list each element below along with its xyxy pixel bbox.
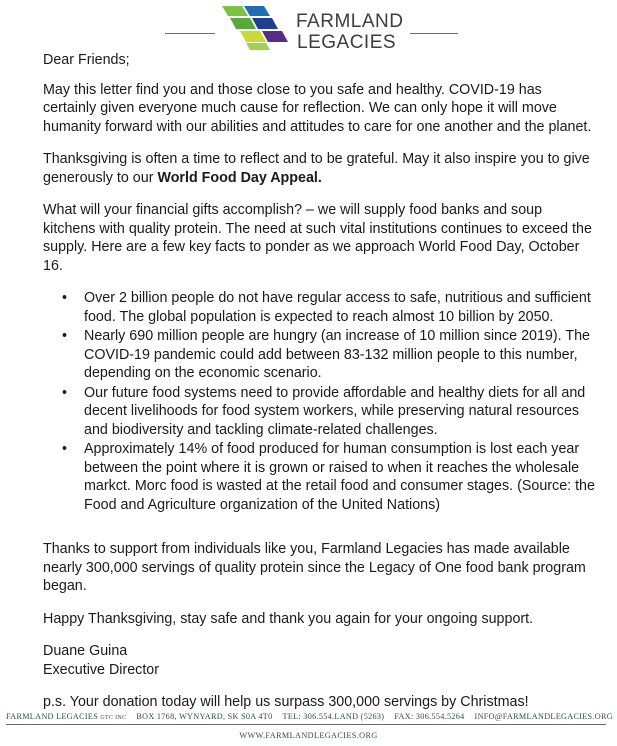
paragraph-3: What will your financial gifts accomplish? – we will supply food banks and soup kitchens with quality protein. The need at such vital institutions continues to exceed the supply. Here are a few key facts to ponder as we approach World Food Day, October 16. [43, 202, 592, 274]
list-item [62, 289, 598, 326]
bullet-icon: • [62, 290, 68, 306]
list-item-text: Nearly 690 million people are hungry (an increase of 10 million since 2019). The COVID-19 pandemic could add between 83-132 million people to this number, depending on the economic scenario. [84, 328, 590, 381]
footer-org [6, 712, 126, 721]
spacer [43, 527, 598, 540]
bullet-icon: • [62, 328, 68, 344]
footer-rule [6, 724, 606, 725]
paragraph-1: May this letter find you and those close to you safe and healthy. COVID-19 has certainly given everyone much cause for reflection. We can only hope it will move humanity forward with our abilities and attitudes to care for one another and the planet. [43, 81, 592, 135]
signature-block [43, 642, 598, 679]
logo-wordmark [296, 11, 403, 53]
list-item [62, 327, 598, 383]
greeting: Dear Friends; [43, 52, 130, 68]
list-item-text: Over 2 billion people do not have regular access to safe, nutritious and sufficient food. The global population is expected to reach almost 10 billion by 2050. [84, 290, 591, 325]
paragraph-4: Thanks to support from individuals like you, Farmland Legacies has made available nearly 300,000 servings of quality protein since the Legacy of One food bank program began. [43, 541, 586, 594]
appeal-name: World Food Day Appeal. [157, 169, 322, 186]
paragraph-5: Happy Thanksgiving, stay safe and thank you again for your ongoing support. [43, 610, 534, 627]
list-item-text: Our future food systems need to provide affordable and healthy diets for all and decent livelihoods for food system workers, while preserving natural resources and biodiversity and tackling climate-related challenges. [84, 384, 586, 438]
postscript: p.s. Your donation today will help us surpass 300,000 servings by Christmas! [43, 694, 529, 710]
footer-org-suffix: GTC INC [100, 715, 127, 721]
footer-address: BOX 1768, WYNYARD, SK S0A 4T0 [136, 712, 273, 721]
logo-line-1: FARMLAND [296, 11, 404, 32]
header-rule-right [410, 33, 458, 34]
footer-fax: FAX: 306.554.5264 [394, 712, 465, 721]
key-facts-list [43, 289, 598, 514]
paragraph-2 [43, 150, 598, 187]
footer-org-name: FARMLAND LEGACIES [6, 712, 99, 721]
bullet-icon: • [62, 384, 68, 401]
bullet-icon: • [62, 441, 68, 457]
header-rule-left [165, 33, 215, 34]
footer-tel: TEL: 306.554.LAND (5263) [282, 712, 385, 721]
list-item-text: Approximately 14% of food produced for human consumption is lost each year between the point where it is grown or raised to when it reaches the wholesale markct. Morc food is wasted at the retail food and consumer stages. (Source: the Food and Agriculture organization of the United Nations) [84, 441, 595, 513]
footer-contact [6, 712, 613, 721]
signer-name: Duane Guina [43, 643, 128, 659]
paragraph-2-text: Thanksgiving is often a time to reflect and to be grateful. May it also inspire you to give generously to our [43, 151, 590, 186]
signer-title: Executive Director [43, 661, 160, 678]
logo-line-2: LEGACIES [297, 32, 397, 53]
footer-website: WWW.FARMLANDLEGACIES.ORG [239, 731, 378, 740]
letter-body [43, 51, 598, 726]
farmland-logo-icon [222, 4, 292, 50]
list-item [62, 440, 598, 514]
footer-email: INFO@FARMLANDLEGACIES.ORG [474, 712, 613, 721]
list-item [62, 384, 598, 440]
